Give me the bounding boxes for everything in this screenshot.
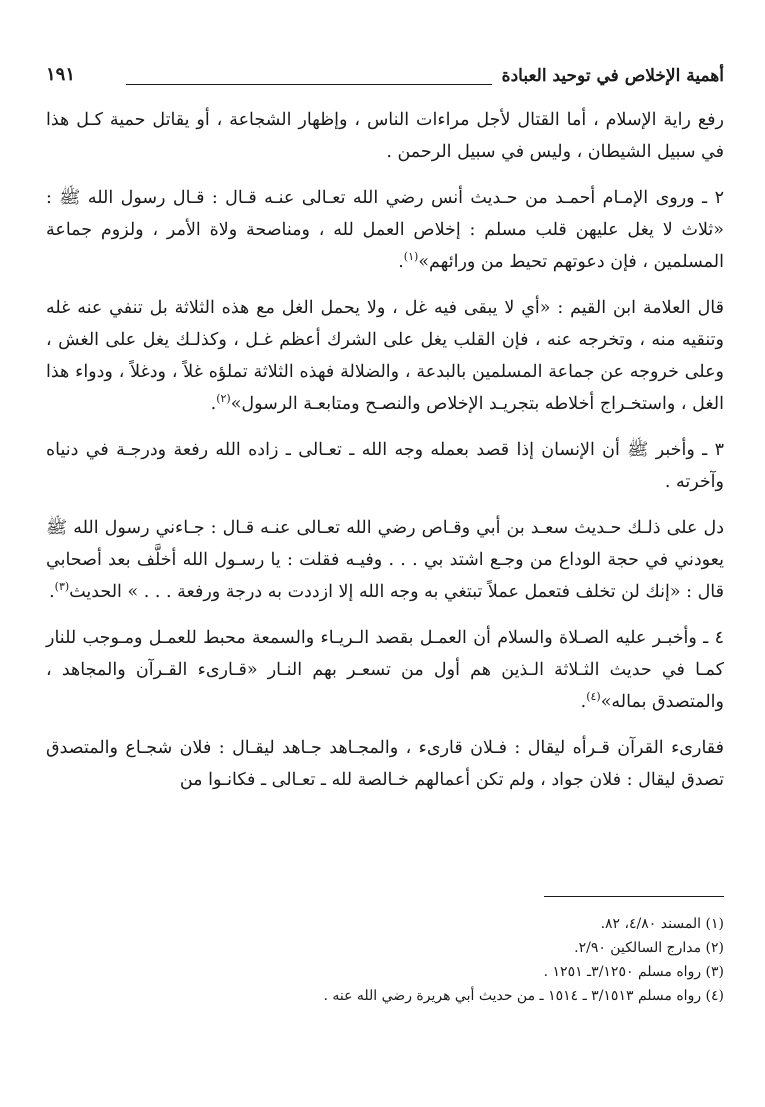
footnote: (٣) رواه مسلم ٣/١٢٥٠ـ ١٢٥١ . xyxy=(543,964,724,980)
footnote-marker: (٢) xyxy=(216,392,231,406)
page-header xyxy=(46,62,724,96)
paragraph: ٢ ـ وروى الإمـام أحمـد من حـديث أنس رضي الله تعـالى عنـه قـال : قـال رسول الله ﷺ : «ثلاث لا يغل عليهن قلب مسلم : إخلاص العمل لله ، ومناصحة ولاة الأمر ، ولزوم جماعة المسلمين ، فإن دعوتهم تحيط من ورائهم»$^{(١)}$. xyxy=(46,188,724,272)
footnotes xyxy=(46,912,724,1008)
page-number: ١٩١ xyxy=(46,64,76,85)
footnote-marker: (١) xyxy=(403,250,419,264)
footnote: (١) المسند ٤/٨٠، ٨٢. xyxy=(600,916,724,932)
paragraph: قال العلامة ابن القيم : «أي لا يبقى فيه غل ، ولا يحمل الغل مع هذه الثلاثة بل تنفي عنه غله وتنقيه منه ، وتخرجه عنه ، فإن القلب يغل على الشرك أعظم غـل ، وكذلـك يغل على الغش ، وعلى خروجه عن جماعة المسلمين بالبدعة ، والضلالة فهذه الثلاثة تملؤه غلاً ، ودغلاً ، ودواء هذا الغل ، واستخـراج أخلاطه بتجريـد الإخلاص والنصـح ومتابعـة الرسول»$^{(٢)}$. xyxy=(46,298,724,414)
body-text xyxy=(46,104,724,796)
paragraph: فقارىء القرآن قـرأه ليقال : فـلان قارىء ، والمجـاهد جـاهد ليقـال : فلان شجـاع والمتصدق تصدق ليقال : فلان جواد ، ولم تكن أعمالهم خـالصة لله ـ تعـالى ـ فكانـوا من xyxy=(46,738,724,790)
document-page xyxy=(46,62,724,1062)
footnote: (٢) مدارج السالكين ٢/٩٠. xyxy=(574,940,724,956)
paragraph: ٣ ـ وأخبر ﷺ أن الإنسان إذا قصد بعمله وجه الله ـ تعـالى ـ زاده الله رفعة ودرجـة في دنياه وآخرته . xyxy=(46,440,724,492)
header-rule xyxy=(126,84,492,85)
running-title: أهمية الإخلاص في توحيد العبادة xyxy=(501,66,724,86)
paragraph: ٤ ـ وأخبـر عليه الصـلاة والسلام أن العمـل بقصد الـريـاء والسمعة محبط للعمـل ومـوجب للنار كمـا في حديث الثـلاثة الـذين هم أول من تسعـر بهم النـار «قـارىء القـرآن والمجاهد ، والمتصدق بماله»$^{(٤)}$. xyxy=(46,628,724,712)
footnote-marker: (٣) xyxy=(54,580,70,594)
footnote-marker: (٤) xyxy=(586,690,601,704)
footnote-rule xyxy=(544,896,724,897)
paragraph: دل على ذلـك حـديث سعـد بن أبي وقـاص رضي الله تعـالى عنـه قـال : جـاءني رسول الله ﷺ يعودني في حجة الوداع من وجـع اشتد بي . . . وفيـه فقلت : يا رسـول الله أخلَّف بعد أصحابي قال : «إنك لن تخلف فتعمل عملاً تبتغي به وجه الله إلا ازددت به درجة ورفعة . . . » الحديث$^{(٣)}$. xyxy=(46,518,724,602)
paragraph: رفع راية الإسلام ، أما القتال لأجل مراءات الناس ، وإظهار الشجاعة ، أو يقاتل حمية كـل هذا في سبيل الشيطان ، وليس في سبيل الرحمن . xyxy=(46,110,724,162)
footnote: (٤) رواه مسلم ٣/١٥١٣ ـ ١٥١٤ ـ من حديث أبي هريرة رضي الله عنه . xyxy=(323,988,724,1004)
